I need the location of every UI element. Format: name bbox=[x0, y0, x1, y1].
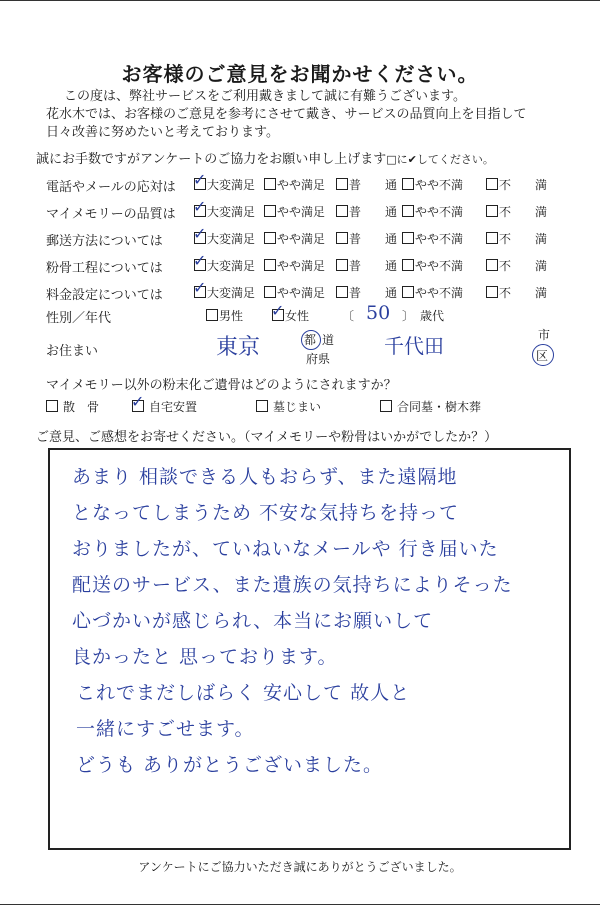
rating-row bbox=[46, 197, 566, 225]
rating-option-label: やや不満 bbox=[415, 232, 464, 246]
top-edge bbox=[0, 0, 600, 1]
rating-option-label: やや不満 bbox=[415, 286, 464, 300]
rating-option[interactable] bbox=[193, 224, 256, 247]
rating-checkbox[interactable] bbox=[193, 251, 207, 271]
fuken-label: 府県 bbox=[306, 352, 331, 366]
rating-option[interactable] bbox=[193, 251, 256, 274]
check-mark-icon: ✓ bbox=[193, 197, 207, 216]
do-label: 道 bbox=[322, 333, 335, 347]
female-checkbox[interactable] bbox=[271, 301, 285, 321]
page-title: お客様のご意見をお聞かせください。 bbox=[121, 62, 479, 86]
intro-line-1: この度は、弊社サービスをご利用戴きまして誠に有難うございます。 bbox=[64, 89, 466, 104]
comment-line: となってしまうため 不安な気持ちを持って bbox=[72, 502, 460, 524]
remains-option[interactable] bbox=[131, 392, 198, 415]
rating-option-label: 不 満 bbox=[499, 286, 548, 300]
comment-line: 良かったと 思っております。 bbox=[72, 646, 338, 668]
bottom-edge bbox=[0, 904, 600, 905]
remains-question: マイメモリー以外の粉末化ご遺骨はどのようにされますか？ bbox=[46, 378, 397, 393]
rating-option[interactable] bbox=[336, 176, 397, 193]
intro-line-3: 日々改善に努めたいと考えております。 bbox=[46, 125, 279, 140]
rating-option-label: 大変満足 bbox=[207, 232, 256, 246]
comment-box[interactable] bbox=[48, 448, 571, 850]
rating-option[interactable] bbox=[402, 257, 463, 274]
rating-option-label: 大変満足 bbox=[207, 178, 256, 192]
remains-checkbox[interactable] bbox=[380, 400, 392, 412]
remains-option-label: 合同墓・樹木葬 bbox=[397, 400, 482, 414]
rating-option-label: 大変満足 bbox=[207, 286, 256, 300]
rating-checkbox[interactable] bbox=[402, 259, 414, 271]
rating-option[interactable] bbox=[336, 257, 397, 274]
footer-thanks: アンケートにご協力いただき誠にありがとうございました。 bbox=[138, 860, 462, 874]
question-label: 電話やメールの応対は bbox=[46, 180, 176, 195]
check-mark-icon: ✓ bbox=[193, 278, 207, 297]
rating-option[interactable] bbox=[486, 284, 547, 301]
comment-line: 一緒にすごせます。 bbox=[76, 718, 255, 740]
gender-age-row bbox=[46, 301, 566, 329]
rating-option-label: 普 通 bbox=[349, 232, 398, 246]
rating-option[interactable] bbox=[264, 284, 325, 301]
comment-line: 心づかいが感じられ、本当にお願いして bbox=[72, 610, 434, 632]
rating-option[interactable] bbox=[486, 176, 547, 193]
remains-option[interactable] bbox=[256, 398, 321, 415]
rating-checkbox[interactable] bbox=[402, 178, 414, 190]
rating-checkbox[interactable] bbox=[264, 205, 276, 217]
rating-option-label: 大変満足 bbox=[207, 205, 256, 219]
comment-heading: ご意見、ご感想をお寄せください。（マイメモリーや粉骨はいかがでしたか？） bbox=[36, 430, 498, 445]
rating-checkbox[interactable] bbox=[336, 232, 348, 244]
rating-checkbox[interactable] bbox=[264, 286, 276, 298]
rating-option[interactable] bbox=[402, 203, 463, 220]
rating-option[interactable] bbox=[264, 176, 325, 193]
age-value[interactable]: 50 bbox=[366, 302, 391, 324]
rating-option[interactable] bbox=[264, 230, 325, 247]
remains-option[interactable] bbox=[46, 398, 99, 415]
remains-checkbox[interactable] bbox=[46, 400, 58, 412]
comment-line: どうも ありがとうございました。 bbox=[76, 754, 384, 776]
intro-line-2: 花水木では、お客様のご意見を参考にさせて戴き、サービスの品質向上を目指して bbox=[46, 107, 527, 122]
rating-option[interactable] bbox=[486, 257, 547, 274]
rating-option-label: 不 満 bbox=[499, 205, 548, 219]
rating-row bbox=[46, 224, 566, 252]
rating-checkbox[interactable] bbox=[336, 178, 348, 190]
rating-checkbox[interactable] bbox=[486, 205, 498, 217]
rating-option[interactable] bbox=[402, 284, 463, 301]
comment-line: 配送のサービス、また遺族の気持ちによりそった bbox=[72, 574, 513, 596]
shi-label: 市 bbox=[538, 328, 551, 342]
rating-checkbox[interactable] bbox=[193, 197, 207, 217]
to-label: 都 bbox=[304, 333, 317, 347]
female-option[interactable] bbox=[271, 301, 310, 324]
gender-age-label: 性別／年代 bbox=[46, 311, 112, 326]
comment-line: これでまだしばらく 安心して 故人と bbox=[76, 682, 411, 704]
remains-option[interactable] bbox=[380, 398, 481, 415]
male-label: 男性 bbox=[219, 309, 244, 323]
remains-checkbox[interactable] bbox=[256, 400, 268, 412]
rating-checkbox[interactable] bbox=[193, 224, 207, 244]
rating-option-label: やや満足 bbox=[277, 232, 326, 246]
rating-checkbox[interactable] bbox=[486, 259, 498, 271]
rating-checkbox[interactable] bbox=[336, 286, 348, 298]
rating-checkbox[interactable] bbox=[193, 170, 207, 190]
address-label: お住まい bbox=[46, 344, 99, 359]
rating-option[interactable] bbox=[193, 278, 256, 301]
rating-option[interactable] bbox=[193, 170, 256, 193]
rating-row bbox=[46, 251, 566, 279]
request-text: 誠にお手数ですがアンケートのご協力をお願い申し上げます bbox=[36, 152, 387, 167]
rating-checkbox[interactable] bbox=[193, 278, 207, 298]
question-label: 郵送方法については bbox=[46, 234, 163, 249]
rating-option-label: やや満足 bbox=[277, 286, 326, 300]
rating-option[interactable] bbox=[336, 203, 397, 220]
prefecture-handwritten[interactable]: 東京 bbox=[216, 335, 261, 360]
rating-checkbox[interactable] bbox=[402, 286, 414, 298]
rating-option-label: やや満足 bbox=[277, 259, 326, 273]
rating-checkbox[interactable] bbox=[486, 286, 498, 298]
rating-option-label: 大変満足 bbox=[207, 259, 256, 273]
remains-option-label: 自宅安置 bbox=[149, 400, 198, 414]
rating-option-label: 不 満 bbox=[499, 259, 548, 273]
rating-option-label: やや満足 bbox=[277, 178, 326, 192]
rating-option-label: 普 通 bbox=[349, 286, 398, 300]
rating-option-label: 不 満 bbox=[499, 232, 548, 246]
age-bracket-close: 〕 bbox=[402, 309, 415, 323]
rating-checkbox[interactable] bbox=[402, 232, 414, 244]
rating-option[interactable] bbox=[264, 203, 325, 220]
rating-checkbox[interactable] bbox=[402, 205, 414, 217]
check-mark-icon: ✓ bbox=[131, 392, 145, 411]
rating-option[interactable] bbox=[402, 176, 463, 193]
age-bracket-open: 〔 bbox=[342, 309, 355, 323]
rating-option-label: やや不満 bbox=[415, 178, 464, 192]
male-option[interactable] bbox=[206, 307, 243, 324]
rating-option-label: 普 通 bbox=[349, 259, 398, 273]
rating-checkbox[interactable] bbox=[336, 259, 348, 271]
city-handwritten[interactable]: 千代田 bbox=[384, 334, 444, 358]
address-row bbox=[46, 330, 566, 366]
rating-row bbox=[46, 170, 566, 198]
rating-checkbox[interactable] bbox=[486, 178, 498, 190]
comment-line: おりましたが、ていねいなメールや 行き届いた bbox=[72, 538, 499, 560]
remains-option-label: 散 骨 bbox=[63, 400, 100, 414]
request-note: □に✔してください。 bbox=[386, 153, 494, 166]
question-label: 料金設定については bbox=[46, 288, 163, 303]
survey-request bbox=[36, 148, 494, 167]
rating-option[interactable] bbox=[193, 197, 256, 220]
question-label: 粉骨工程については bbox=[46, 261, 163, 276]
rating-option-label: 不 満 bbox=[499, 178, 548, 192]
rating-option[interactable] bbox=[336, 284, 397, 301]
ku-label: 区 bbox=[536, 349, 549, 363]
rating-option[interactable] bbox=[486, 230, 547, 247]
check-mark-icon: ✓ bbox=[193, 224, 207, 243]
rating-option-label: やや満足 bbox=[277, 205, 326, 219]
remains-checkbox[interactable] bbox=[131, 392, 145, 412]
comment-line: あまり 相談できる人もおらず、また遠隔地 bbox=[72, 466, 458, 488]
age-unit: 歳代 bbox=[420, 309, 445, 323]
female-label: 女性 bbox=[285, 309, 310, 323]
rating-row bbox=[46, 278, 566, 306]
remains-option-label: 墓じまい bbox=[273, 400, 322, 414]
rating-option[interactable] bbox=[402, 230, 463, 247]
rating-checkbox[interactable] bbox=[264, 232, 276, 244]
rating-option-label: 普 通 bbox=[349, 205, 398, 219]
rating-checkbox[interactable] bbox=[264, 178, 276, 190]
check-mark-icon: ✓ bbox=[193, 170, 207, 189]
rating-option-label: やや不満 bbox=[415, 259, 464, 273]
rating-option[interactable] bbox=[486, 203, 547, 220]
rating-checkbox[interactable] bbox=[486, 232, 498, 244]
rating-option[interactable] bbox=[264, 257, 325, 274]
check-mark-icon: ✓ bbox=[271, 301, 285, 320]
question-label: マイメモリーの品質は bbox=[46, 207, 176, 222]
rating-option[interactable] bbox=[336, 230, 397, 247]
rating-option-label: やや不満 bbox=[415, 205, 464, 219]
rating-checkbox[interactable] bbox=[264, 259, 276, 271]
male-checkbox[interactable] bbox=[206, 309, 218, 321]
rating-checkbox[interactable] bbox=[336, 205, 348, 217]
check-mark-icon: ✓ bbox=[193, 251, 207, 270]
rating-option-label: 普 通 bbox=[349, 178, 398, 192]
